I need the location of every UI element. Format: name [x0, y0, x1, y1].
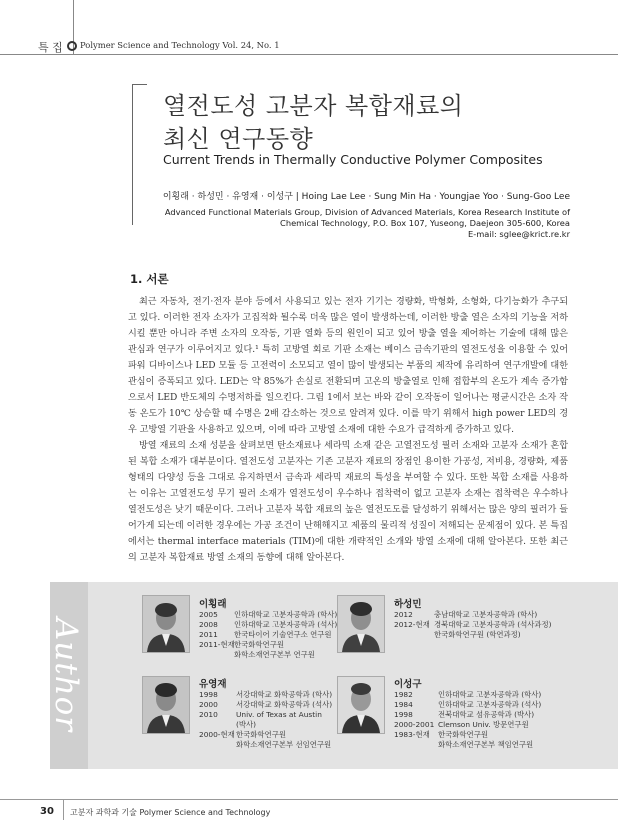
affiliation-line: Chemical Technology, P.O. Box 107, Yuseong, Daejeon 305-600, Korea: [280, 218, 570, 228]
author-cv: 2005 인하대학교 고분자공학과 (학사) 2008 인하대학교 고분자공학과 (석사) 2011 한국타이어 기술연구소 연구원 2011-현재 한국화학연구원 화학소재연구본부 연구원: [199, 610, 338, 659]
author-cv: 1998 서강대학교 화학공학과 (학사) 2000 서강대학교 화학공학과 (석사) 2010 Univ. of Texas at Austin (박사) 2000-현재 한국화학연구원 화학소재연구본부 선임연구원: [199, 690, 333, 749]
title-korean-line2: 최신 연구동향: [163, 125, 314, 153]
author-panel-label: Author: [48, 617, 84, 733]
footer-rule: [0, 799, 618, 800]
journal-running-head: Polymer Science and Technology Vol. 24, No. 1: [80, 40, 280, 50]
author-name: 이횡래: [199, 599, 227, 610]
title-english: Current Trends in Thermally Conductive Polymer Composites: [163, 152, 543, 167]
page-number: 30: [40, 806, 54, 817]
author-photo: [142, 595, 190, 653]
section-label: 특 집: [38, 41, 63, 54]
title-bracket-decoration: [132, 84, 147, 225]
author-cv: 1982 인하대학교 고분자공학과 (학사) 1984 인하대학교 고분자공학과 (석사) 1998 전북대학교 섬유공학과 (박사) 2000-2001 Clemson Univ. 방문연구원 1983-현재 한국화학연구원 화학소재연구본부 책임연구원: [394, 690, 542, 749]
header-rule: [0, 54, 618, 55]
author-byline: 이횡래 · 하성민 · 유영재 · 이성구 | Hoing Lae Lee · Sung Min Ha · Youngjae Yoo · Sung-Goo Lee: [162, 192, 570, 202]
section-heading: 1. 서론: [130, 272, 169, 286]
affiliation-email: E-mail: sglee@krict.re.kr: [467, 229, 570, 239]
body-text: [128, 294, 568, 566]
title-korean-line1: 열전도성 고분자 복합재료의: [163, 92, 464, 120]
affiliation-line: Advanced Functional Materials Group, Division of Advanced Materials, Korea Research Institute of: [164, 207, 570, 217]
circle-bullet-icon: [67, 41, 77, 51]
author-cv: 2012 충남대학교 고분자공학과 (학사) 2012-현재 경북대학교 고분자공학과 (석사과정) 한국화학연구원 (학연과정): [394, 610, 552, 639]
footer-separator: [63, 800, 64, 820]
paragraph: 방열 재료의 소재 성분을 살펴보면 탄소재료나 세라믹 소재 같은 고열전도성 필러 소재와 고분자 소재가 혼합된 복합 소재가 대부분이다. 열전도성 고분자는 기존 고분자 재료의 장점인 용이한 가공성, 저비용, 경량화, 제품형태의 다양성 등을 그대로 유지하면서 금속과 세라믹 재료의 특성을 부여할 수 있다. 또한 복합 소재를 사용하는 이유는 고열전도성 무기 필러 소재가 열전도성이 우수하나 접착력이 없고 고분자 소재는 접착력은 우수하나 열전도성은 낮기 때문이다. 그러나 고분자 복합 재료의 높은 열전도도를 달성하기 위해서는 많은 양의 필러가 들어가게 되는데 이러한 경우에는 가공 조건이 난해해지고 제품의 물리적 성질이 저해되는 문제점이 있다. 본 특집에서는 thermal interface materials (TIM)에 대한 개략적인 소개와 방열 소재에 대해 알아본다. 또한 최근의 고분자 복합재료 방열 소재의 동향에 대해 알아본다.: [128, 441, 568, 563]
author-name: 하성민: [394, 599, 422, 610]
author-name: 유영재: [199, 679, 227, 690]
author-photo: [142, 676, 190, 734]
author-photo: [337, 595, 385, 653]
footer-journal: 고분자 과학과 기술 Polymer Science and Technology: [70, 808, 271, 817]
author-photo: [337, 676, 385, 734]
paragraph: 최근 자동차, 전기·전자 분야 등에서 사용되고 있는 전자 기기는 경량화, 박형화, 소형화, 다기능화가 추구되고 있다. 이러한 전자 소자가 고집적화 될수록 더욱 많은 열이 발생하는데, 이러한 방출 열은 소자의 기능을 저하시킬 뿐만 아니라 주변 소자의 오작동, 기판 열화 등의 원인이 되고 있어 방출 열을 제어하는 기술에 대해 많은 관심과 연구가 이루어지고 있다.¹ 특히 고방열 회로 기판 소재는 베이스 금속기판의 열전도성을 이용할 수 있어 파워 디바이스나 LED 모듈 등 고전력이 소모되고 열이 많이 발생되는 부품의 제작에 유리하여 연구개발에 대한 관심이 증폭되고 있다. LED는 약 85%가 손실로 전환되며 고온의 방출열로 인해 접합부의 온도가 계속 증가함으로서 LED 반도체의 수명저하를 일으킨다. 그림 1에서 보는 바와 같이 오작동이 일어나는 평균시간은 소자 작동 온도가 10℃ 상승할 때 수명은 2배 감소하는 것으로 알려져 있다. 이를 막기 위해서 high power LED의 경우 고방열 기판을 사용하고 있으며, 이에 따라 고방열 소재에 대한 수요가 급격하게 증가하고 있다.: [128, 297, 568, 435]
author-name: 이성구: [394, 679, 422, 690]
